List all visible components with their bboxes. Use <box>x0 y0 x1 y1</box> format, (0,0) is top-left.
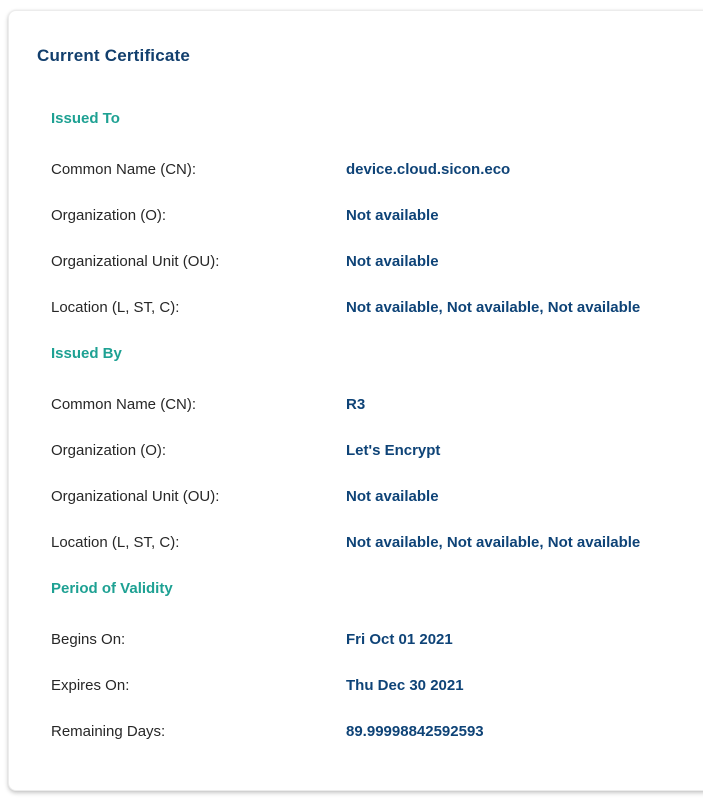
info-row-organization <box>51 206 681 226</box>
row-label: Common Name (CN): <box>51 396 197 413</box>
row-value: 89.99998842592593 <box>346 723 484 740</box>
row-label: Location (L, ST, C): <box>51 299 180 316</box>
row-value: Not available <box>346 207 439 224</box>
info-row-remaining-days <box>51 722 681 742</box>
section-period-of-validity <box>51 579 681 742</box>
section-issued-by <box>51 344 681 553</box>
row-value: R3 <box>346 396 366 413</box>
row-value: Not available, Not available, Not available <box>346 299 641 316</box>
row-label: Begins On: <box>51 631 126 648</box>
row-value: Thu Dec 30 2021 <box>346 677 464 694</box>
row-value: Not available <box>346 253 439 270</box>
row-label: Organization (O): <box>51 207 167 224</box>
row-value: Fri Oct 01 2021 <box>346 631 453 648</box>
info-row-organizational-unit <box>51 487 681 507</box>
row-value: device.cloud.sicon.eco <box>346 161 511 178</box>
row-value: Not available <box>346 488 439 505</box>
row-value: Not available, Not available, Not available <box>346 534 641 551</box>
section-heading-issued-by: Issued By <box>51 345 122 362</box>
info-row-organizational-unit <box>51 252 681 272</box>
info-row-common-name <box>51 160 681 180</box>
row-label: Location (L, ST, C): <box>51 534 180 551</box>
info-row-location <box>51 298 681 318</box>
section-heading-period-of-validity: Period of Validity <box>51 580 173 597</box>
page-title: Current Certificate <box>37 46 191 65</box>
row-label: Organizational Unit (OU): <box>51 253 220 270</box>
info-row-location <box>51 533 681 553</box>
current-certificate-card <box>8 10 703 791</box>
info-row-organization <box>51 441 681 461</box>
row-value: Let's Encrypt <box>346 442 441 459</box>
section-heading-issued-to: Issued To <box>51 110 120 127</box>
info-row-common-name <box>51 395 681 415</box>
section-issued-to <box>51 109 681 318</box>
row-label: Expires On: <box>51 677 130 694</box>
info-row-expires-on <box>51 676 681 696</box>
row-label: Organization (O): <box>51 442 167 459</box>
row-label: Common Name (CN): <box>51 161 197 178</box>
info-row-begins-on <box>51 630 681 650</box>
row-label: Organizational Unit (OU): <box>51 488 220 505</box>
row-label: Remaining Days: <box>51 723 166 740</box>
